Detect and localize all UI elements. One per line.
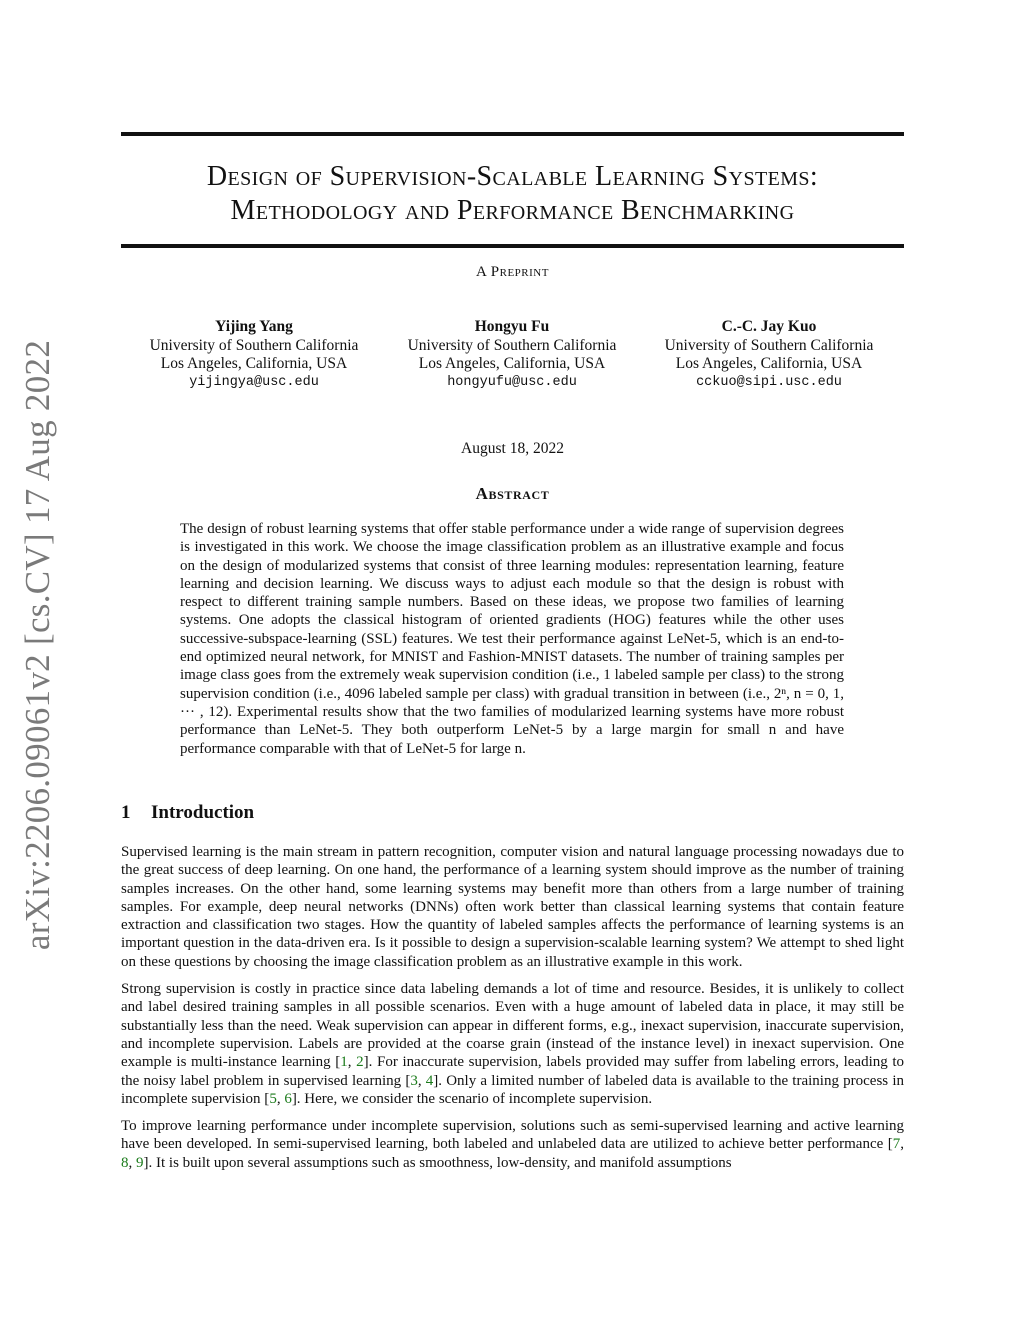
paragraph-text: , — [128, 1154, 136, 1171]
section-number: 1 — [121, 802, 131, 823]
author-card — [129, 318, 379, 392]
paragraph-text: ]. Here, we consider the scenario of incomplete supervision. — [291, 1090, 653, 1107]
author-name: Hongyu Fu — [474, 318, 550, 335]
publication-date: August 18, 2022 — [461, 440, 564, 457]
author-location: Los Angeles, California, USA — [675, 355, 863, 372]
paragraph-text: ]. Only a limited number of labeled data is available to the training process in incomplete supervision [ — [121, 1072, 904, 1107]
author-block — [121, 318, 904, 398]
section-heading — [121, 802, 254, 824]
paragraph-text: , — [276, 1090, 285, 1107]
author-email[interactable]: hongyufu@usc.edu — [447, 374, 577, 390]
author-affiliation: University of Southern California — [149, 336, 359, 354]
arxiv-identifier: arXiv:2206.09061v2 [cs.CV] 17 Aug 2022 — [18, 339, 57, 951]
paragraph: Supervised learning is the main stream in pattern recognition, computer vision and natural language processing nowadays due to the great success of deep learning. On one hand, the performance of a learning system should improve as the number of training samples increases. On the other hand, some learning systems may benefit more than others from a large number of training samples. For example, deep neural networks (DNNs) often work better than classical learning systems that contain feature extraction and classification two stages. How the quantity of labeled samples affects the performance of learning systems is an important question in the data-driven era. Is it possible to design a supervision-scalable learning system? We attempt to shed light on these questions by choosing the image classification problem as an illustrative example in this work. — [121, 844, 904, 970]
paragraph-text: , — [900, 1136, 904, 1153]
citation-link[interactable]: 4 — [425, 1072, 434, 1089]
author-name: C.-C. Jay Kuo — [721, 318, 817, 335]
citation-link[interactable]: 2 — [356, 1054, 364, 1071]
paragraph — [121, 980, 904, 1108]
abstract-text: The design of robust learning systems that offer stable performance under a wide range of supervision degrees is investigated in this work. We choose the image classification problem as an illustrative example and focus on the design of modularized systems that consist of three learning modules: representation learning, feature learning and decision learning. We discuss ways to adjust each module so that the design is robust with respect to different training sample numbers. Based on these ideas, we propose two families of learning systems. One adopts the classical histogram of oriented gradients (HOG) features while the other uses successive-subspace-learning (SSL) features. We test their performance against LeNet-5, which is an end-to-end optimized neural network, for MNIST and Fashion-MNIST datasets. The number of training samples per image class goes from the extremely weak supervision condition (i.e., 1 labeled sample per class) to the strong supervision condition (i.e., 4096 labeled sample per class) with gradual transition in between (i.e., 2ⁿ, n = 0, 1, ··· , 12). Experimental results show that the two families of modularized learning systems have more robust performance than LeNet-5. They both outperform LeNet-5 by a large margin for small n and have performance comparable with that of LeNet-5 for large n. — [180, 521, 844, 757]
citation-link[interactable]: 6 — [284, 1090, 292, 1107]
paper-title — [121, 160, 904, 228]
paragraph-text: To improve learning performance under incomplete supervision, solutions such as semi-supervised learning and active learning have been developed. In semi-supervised learning, both labeled and unlabeled data are utilized to achieve better performance [ — [121, 1118, 904, 1153]
paragraph-text: ]. It is built upon several assumptions such as smoothness, low-density, and manifold assumptions — [143, 1154, 732, 1171]
author-location: Los Angeles, California, USA — [160, 355, 348, 372]
section-title: Introduction — [151, 802, 255, 823]
citation-link[interactable]: 8 — [121, 1154, 129, 1171]
author-card — [644, 318, 894, 392]
abstract-heading: Abstract — [475, 484, 550, 503]
citation-link[interactable]: 9 — [136, 1154, 144, 1171]
citation-link[interactable]: 1 — [340, 1054, 348, 1071]
author-affiliation: University of Southern California — [407, 336, 617, 354]
paragraph-text: ]. For inaccurate supervision, labels provided may suffer from labeling errors, leading to the noisy label problem in supervised learning [ — [121, 1054, 905, 1089]
author-name: Yijing Yang — [215, 318, 293, 335]
paragraph-text: , — [347, 1054, 357, 1071]
author-location: Los Angeles, California, USA — [418, 355, 606, 372]
paragraph-text: Strong supervision is costly in practice since data labeling demands a lot of time and resource. Besides, it is unlikely to collect and label desired training samples in all possible scenarios. Even with a huge amount of labeled data in place, it may still be substantially less than the need. Weak supervision can appear in different forms, e.g., inexact supervision, inaccurate supervision, and incomplete supervision. Labels are provided at the coarse grain (instead of the instance level) in inexact supervision. One example is multi-instance learning [ — [121, 981, 904, 1071]
citation-link[interactable]: 3 — [410, 1072, 418, 1089]
author-affiliation: University of Southern California — [664, 336, 874, 354]
paragraph-text: , — [417, 1072, 426, 1089]
arxiv-side-stamp — [8, 339, 68, 951]
citation-link[interactable]: 5 — [269, 1090, 277, 1107]
author-email[interactable]: cckuo@sipi.usc.edu — [696, 374, 842, 390]
citation-link[interactable]: 7 — [892, 1136, 901, 1153]
title-line-1: Design of Supervision-Scalable Learning Systems: — [206, 161, 819, 192]
title-bottom-rule — [121, 244, 904, 248]
title-line-2: Methodology and Performance Benchmarking — [230, 195, 795, 226]
title-top-rule — [121, 132, 904, 136]
author-card — [387, 318, 637, 392]
author-email[interactable]: yijingya@usc.edu — [189, 374, 319, 390]
introduction-body — [121, 843, 904, 1181]
preprint-label: A Preprint — [476, 264, 549, 280]
paragraph — [121, 1117, 904, 1172]
